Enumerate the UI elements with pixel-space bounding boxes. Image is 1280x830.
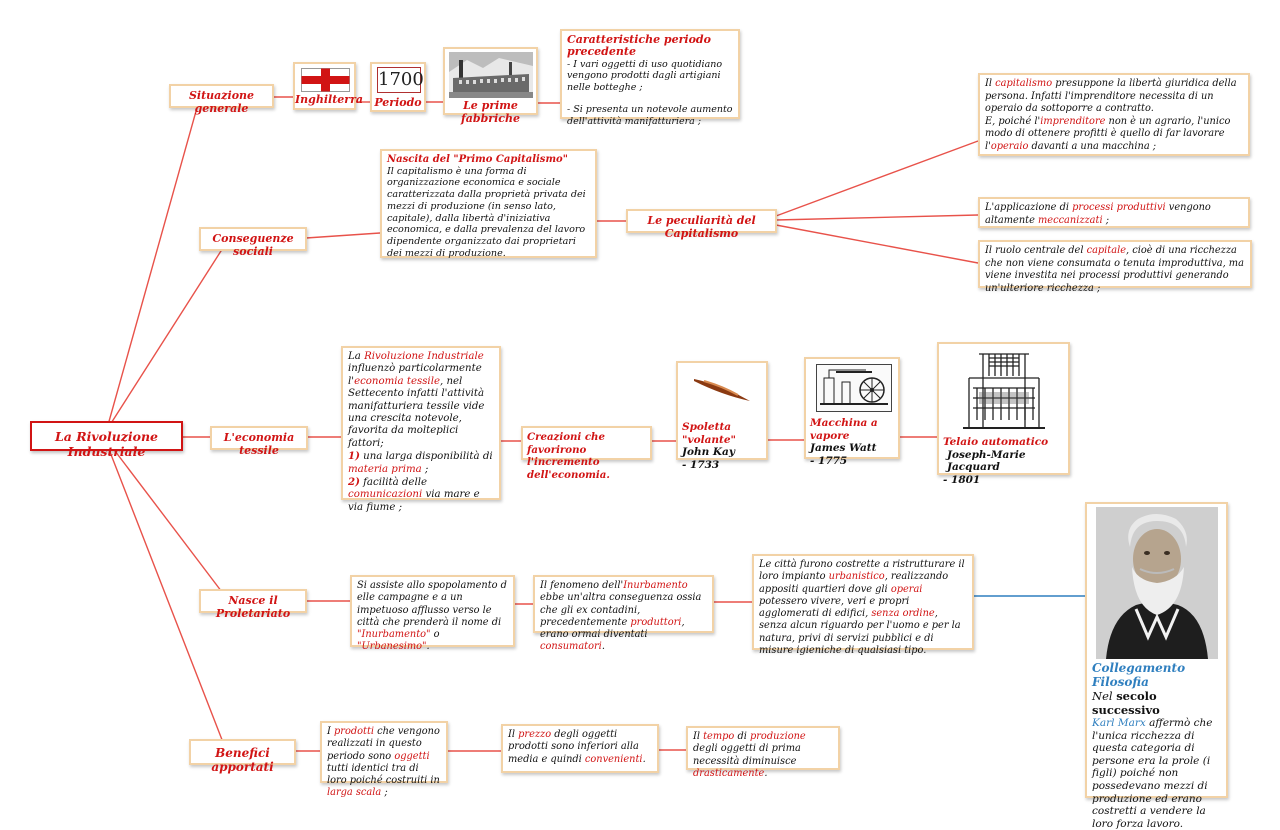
england-flag-icon xyxy=(301,68,350,92)
pr3-urbanistico: urbanistico xyxy=(828,571,885,583)
peculiarita-node[interactable] xyxy=(626,209,777,240)
periodo-node[interactable] xyxy=(370,62,426,112)
fabbriche-node[interactable] xyxy=(443,47,538,125)
peculiarita-2-node[interactable] xyxy=(978,197,1250,228)
pr2-consumatori: consumatori xyxy=(540,641,602,653)
eco-text-h: ; xyxy=(421,463,429,475)
factory-image xyxy=(449,52,533,98)
p1-operaio: operaio xyxy=(990,140,1029,152)
eco-comunicazioni: comunicazioni xyxy=(348,489,423,501)
inghilterra-label: Inghilterra xyxy=(295,93,363,106)
b2-convenienti: convenienti xyxy=(584,753,643,765)
b2-prezzo: prezzo xyxy=(518,729,552,740)
creazioni-label: Creazioni che favorirono l'incremento dell'economia. xyxy=(527,431,610,481)
branch-economia-label: L'economia tessile xyxy=(223,431,295,457)
filosofia-title: Collegamento Filosofia xyxy=(1092,661,1186,689)
periodo-label: Periodo xyxy=(374,96,422,109)
pr3-text-g: , senza alcun riguardo per l'uomo e per la natura, privi di servizi pubblici e di misure igieniche di qualsiasi tipo. xyxy=(759,608,961,657)
branch-proletariato[interactable] xyxy=(199,589,307,620)
p2-processi: processi produttivi xyxy=(1072,202,1166,213)
p2-text-e: ; xyxy=(1102,214,1110,226)
pr3-text-c: , realizzando appositi quartieri dove gli xyxy=(759,571,949,595)
p3-text-a: Il ruolo centrale del xyxy=(985,245,1087,256)
pr2-text-e: , erano ormai diventati xyxy=(540,616,685,641)
eco-text-i: facilità delle xyxy=(359,477,427,489)
p1-text-f: non è un agrario, l'unico modo di ottenere profitti è quello di far lavorare l' xyxy=(985,115,1231,152)
primo-capitalismo-title: Nascita del "Primo Capitalismo" xyxy=(387,154,568,165)
benefici-1-node[interactable] xyxy=(320,721,448,799)
peculiarita-3-node[interactable] xyxy=(978,240,1252,294)
telaio-node[interactable] xyxy=(937,342,1070,486)
branch-benefici[interactable] xyxy=(189,739,296,774)
eco-text-e: , nel Settecento infatti l'attività manifatturiera tessile vide una crescita notevole, favorita da molteplici fattori; xyxy=(348,375,485,449)
eco-text-c: influenzò particolarmente l' xyxy=(348,363,482,387)
branch-proletariato-label: Nasce il Proletariato xyxy=(215,594,291,620)
jacquard-loom-image xyxy=(959,348,1049,430)
b2-text-c: degli oggetti prodotti sono inferiori alla media e quindi xyxy=(508,729,639,765)
b1-text-a: I xyxy=(327,726,334,737)
b1-prodotti: prodotti xyxy=(333,726,375,737)
b3-tempo: tempo xyxy=(703,731,735,742)
eco-text-k: via mare e via fiume ; xyxy=(348,489,480,513)
eco-rivoluzione: Rivoluzione Industriale xyxy=(364,351,484,362)
eco-materia: materia prima xyxy=(348,463,422,475)
eco-text-f: una larga disponibilità di xyxy=(359,451,493,463)
pr2-produttori: produttori xyxy=(630,616,682,628)
eco-tessile: economia tessile xyxy=(354,375,440,387)
macchina-node[interactable] xyxy=(804,357,900,467)
b3-text-c: di xyxy=(734,731,750,742)
root-node[interactable] xyxy=(30,421,183,459)
benefici-3-node[interactable] xyxy=(686,726,840,779)
spoletta-title: Spoletta "volante" xyxy=(682,421,737,446)
primo-capitalismo-text: Il capitalismo è una forma di organizzazione economica e sociale caratterizzata dalla proprietà privata dei mezzi di produzione (in senso lato, capitale), dalla libertà d'iniziativa economica, e dalla prevalenza del lavoro dipendente organizzato dai proprietari dei mezzi di produzione. xyxy=(387,165,586,259)
filosofia-nel: Nel xyxy=(1092,689,1117,703)
spoletta-node[interactable] xyxy=(676,361,768,471)
macchina-author: James Watt xyxy=(810,442,877,454)
caratteristiche-title: Caratteristiche periodo precedente xyxy=(567,33,711,59)
p2-text-c: vengono altamente xyxy=(985,202,1211,226)
b2-text-e: . xyxy=(642,753,646,765)
spoletta-caption xyxy=(682,421,766,471)
branch-economia[interactable] xyxy=(210,426,308,457)
b3-produzione: produzione xyxy=(749,731,806,742)
p1-imprenditore: imprenditore xyxy=(1040,115,1106,127)
root-label: La Rivoluzione Industriale xyxy=(54,429,159,459)
creazioni-node[interactable] xyxy=(521,426,652,481)
telaio-author: Joseph-Marie Jacquard xyxy=(947,448,1026,473)
branch-situazione[interactable] xyxy=(169,84,274,115)
peculiarita-1-node[interactable] xyxy=(978,73,1250,156)
b3-text-a: Il xyxy=(693,731,704,742)
pr2-inurbamento: Inurbamento xyxy=(623,580,688,591)
b3-text-g: . xyxy=(764,767,768,779)
b1-text-g: ; xyxy=(381,787,388,799)
telaio-title: Telaio automatico xyxy=(943,436,1049,448)
proletariato-1-node[interactable] xyxy=(350,575,515,653)
p3-text-c: , cioè di una ricchezza che non viene consumata o tenuta improduttiva, ma viene investita nei processi produttivi generando un'ulteriore ricchezza ; xyxy=(985,245,1244,294)
p1-text-d: E, poiché l' xyxy=(985,115,1041,127)
p1-text-a: Il xyxy=(985,78,996,89)
benefici-2-node[interactable] xyxy=(501,724,659,773)
b1-larga-scala: larga scala xyxy=(327,787,382,799)
branch-situazione-label: Situazione generale xyxy=(188,89,255,115)
inghilterra-node[interactable] xyxy=(293,62,363,110)
p1-text-c: presuppone la libertà giuridica della persona. Infatti l'imprenditore necessita di un operaio da sottoporre a contratto. xyxy=(985,78,1237,114)
b3-drasticamente: drasticamente xyxy=(693,767,765,779)
karl-marx-portrait xyxy=(1096,507,1218,659)
telaio-caption xyxy=(943,436,1068,486)
macchina-year: - 1775 xyxy=(810,454,848,467)
pr1-urbanesimo: "Urbanesimo" xyxy=(357,641,427,653)
p2-text-a: L'applicazione di xyxy=(985,202,1073,213)
spoletta-year: - 1733 xyxy=(682,458,720,471)
fabbriche-label: Le prime fabbriche xyxy=(461,99,520,125)
pr1-text-c: o xyxy=(430,629,440,641)
telaio-year: - 1801 xyxy=(943,473,981,486)
proletariato-2-node[interactable] xyxy=(533,575,714,653)
branch-conseguenze-label: Conseguenze sociali xyxy=(212,232,294,258)
primo-capitalismo-node[interactable] xyxy=(380,149,597,258)
pr2-text-g: . xyxy=(601,641,605,653)
macchina-caption xyxy=(810,417,898,467)
caratteristiche-node[interactable] xyxy=(560,29,740,127)
b1-text-c: che vengono realizzati in questo periodo sono xyxy=(327,726,440,762)
pr3-operai: operai xyxy=(890,583,923,595)
p1-text-h: davanti a una macchina ; xyxy=(1028,140,1157,152)
caratteristiche-line1: - I vari oggetti di uso quotidiano vengono prodotti dagli artigiani nelle botteghe ; xyxy=(567,58,723,93)
macchina-title: Macchina a vapore xyxy=(810,417,878,442)
b2-text-a: Il xyxy=(508,729,519,740)
pr3-text-e: potessero vivere, veri e propri agglomerati di edifici, xyxy=(759,595,910,620)
shuttle-image xyxy=(692,369,752,405)
peculiarita-label: Le peculiarità del Capitalismo xyxy=(647,214,756,240)
b3-text-e: degli oggetti di prima necessità diminuisce xyxy=(693,743,801,767)
year-1700: 1700 xyxy=(377,67,421,93)
proletariato-3-node[interactable] xyxy=(752,554,974,657)
filosofia-text-block xyxy=(1092,661,1222,830)
pr1-inurbamento: "Inurbamento" xyxy=(357,629,431,641)
pr3-text-a: Le città furono costrette a ristrutturare il loro impianto xyxy=(759,559,965,583)
filosofia-secolo: secolo successivo xyxy=(1092,689,1160,717)
b1-oggetti: oggetti xyxy=(394,750,430,762)
eco-num-1: 1) xyxy=(348,450,360,463)
branch-conseguenze[interactable] xyxy=(199,227,307,258)
branch-benefici-label: Benefici apportati xyxy=(211,746,274,774)
steam-engine-image xyxy=(816,364,892,412)
caratteristiche-line2: - Si presenta un notevole aumento dell'attività manifatturiera ; xyxy=(567,104,733,127)
spoletta-author: John Kay xyxy=(682,446,735,458)
p2-meccanizzati: meccanizzati xyxy=(1038,214,1103,226)
pr2-text-c: ebbe un'altra conseguenza ossia che gli ex contadini, precedentemente xyxy=(540,592,702,628)
economia-intro-node[interactable] xyxy=(341,346,501,513)
eco-text-a: La xyxy=(348,351,365,362)
pr3-senza-ordine: senza ordine xyxy=(871,608,935,620)
filosofia-text: affermò che l'unica ricchezza di questa categoria di persone era la prole (i figli) poiché non possedevano mezzi di produzione ed erano costretti a vendere la loro forza lavoro. xyxy=(1092,717,1213,830)
filosofia-subtitle xyxy=(1092,689,1222,717)
filosofia-node[interactable] xyxy=(1085,502,1228,830)
p1-capitalismo: capitalismo xyxy=(995,78,1053,89)
filosofia-marx: Karl Marx xyxy=(1092,717,1146,729)
b1-text-e: tutti identici tra di loro poiché costruiti in xyxy=(327,762,440,787)
pr1-text-a: Si assiste allo spopolamento d elle campagne e a un impetuoso afflusso verso le città che prenderà il nome di xyxy=(357,580,507,628)
eco-num-2: 2) xyxy=(348,476,360,489)
pr2-text-a: Il fenomeno dell' xyxy=(540,580,624,591)
pr1-text-e: . xyxy=(426,641,430,653)
p3-capitale: capitale xyxy=(1086,245,1127,256)
